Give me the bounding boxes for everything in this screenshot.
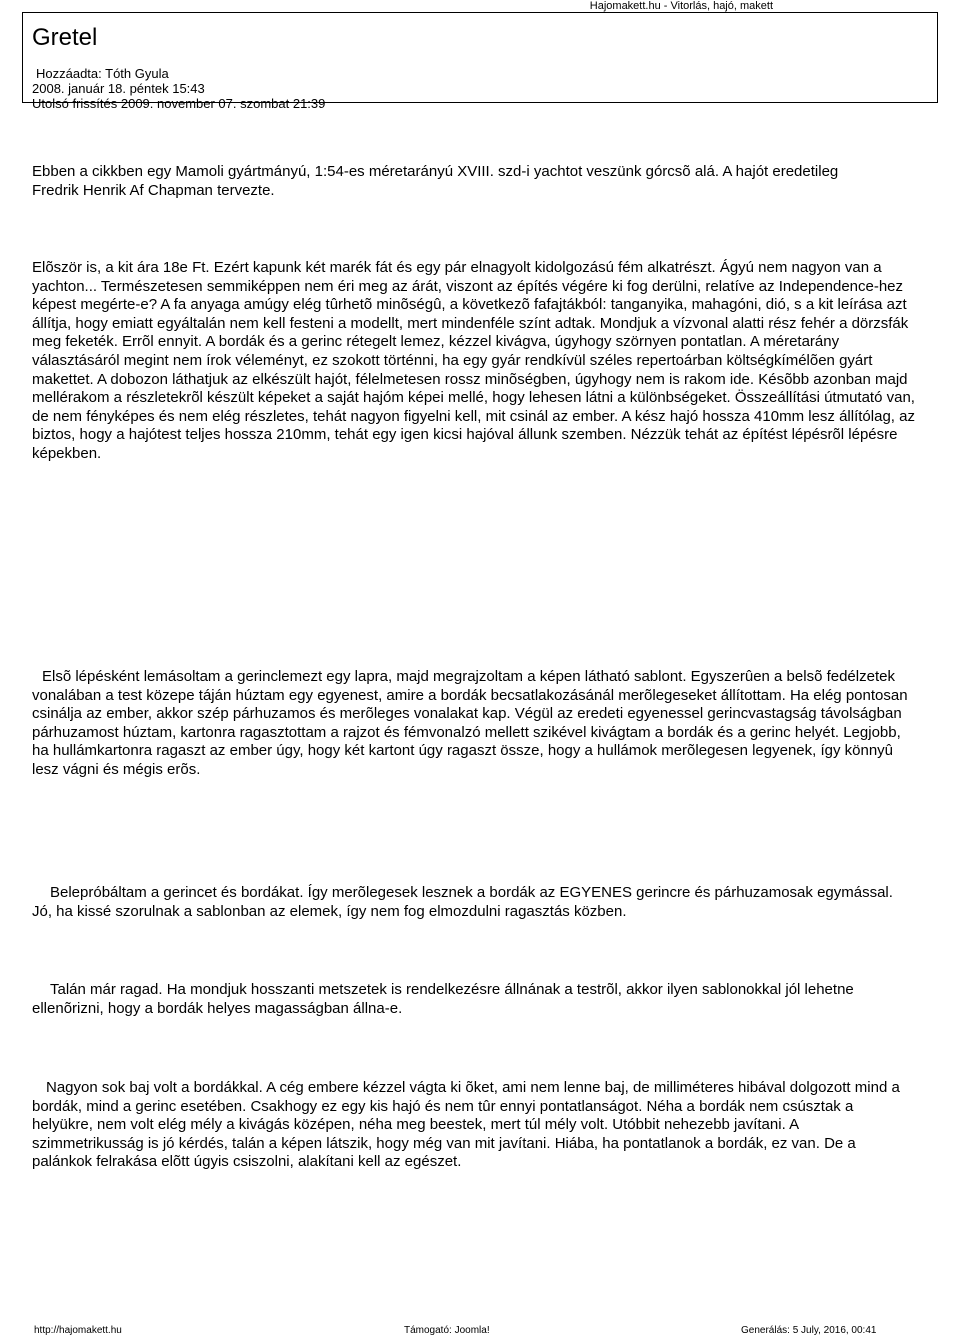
footer-support: Támogató: Joomla! — [404, 1325, 490, 1336]
site-header: Hajomakett.hu - Vitorlás, hajó, makett — [589, 0, 773, 12]
paragraph-fitting: Belepróbáltam a gerincet és bordákat. Így merõlegesek lesznek a bordák az EGYENES gerincre és párhuzamosak egymással. Jó, ha kissé szorulnak a sablonban az elemek, így nem fog elmozdulni ragasztás közben. — [32, 884, 893, 920]
footer-generated: Generálás: 5 July, 2016, 00:41 — [741, 1325, 877, 1336]
paragraph-kit: Elõször is, a kit ára 18e Ft. Ezért kapunk két marék fát és egy pár elnagyolt kidolgozású fém alkatrészt. Ágyú nem nagyon van a yachton... Természetesen semmiképpen nem éri meg az árát, viszont az építés végére ki fog derülni, relatíve az Independence-hez képest megérte-e? A fa anyaga amúgy elég tûrhetõ minõségû, a következõ fafajtákból: tanganyika, mahagóni, dió, s a kit leírása azt állítja, hogy emiatt egyáltalán nem kell festeni a modellt, mert mindenféle színt adtak. Mondjuk a vízvonal alatti rész fehér a dörzsfák meg feketék. Errõl ennyit. A bordák és a gerinc rétegelt lemez, kézzel kivágva, úgyhogy szörnyen pontatlan. A méretarány választásáról megint nem írok véleményt, ez szokott történni, ha egy gyár rendkívül széles repertoárban költségkímélõen gyárt makettet. A dobozon láthatjuk az elkészült hajót, félelmetesen rossz minõségben, úgyhogy nem is rakom ide. Késõbb azonban majd mellérakom a részletekrõl készült képeket a saját hajóm képei mellé, hogy lehesen látni a különbségeket. Összeállítási útmutató van, de nem fényképes és nem elég részletes, tehát nagyon figyelni kell, mit csinál az ember. A kész hajó hossza 410mm lesz állítólag, az biztos, hogy a hajótest teljes hossza 210mm, tehát egy igen kicsi hajóval állunk szemben. Nézzük tehát az építést lépésrõl lépésre képekben. — [32, 259, 915, 462]
author-line: Hozzáadta: Tóth Gyula — [36, 66, 169, 81]
updated-date: Utolsó frissítés 2009. november 07. szombat 21:39 — [32, 96, 326, 111]
footer-link[interactable]: http://hajomakett.hu — [34, 1325, 122, 1336]
article-title: Gretel — [32, 24, 98, 51]
paragraph-template: Elsõ lépésként lemásoltam a gerinclemezt egy lapra, majd megrajzoltam a képen látható sablont. Egyszerûen a belsõ fedélzetek vonalában a test közepe táján húztam egy egyenest, amire a bordák becsatlakozásánál merõlegeseket állítottam. Ha elég pontosan csinálja az ember, akkor szép párhuzamos és merõleges vonalakat kap. Végül az eredeti egyenessel gerincvastagság távolságban párhuzamost húztam, kartonra ragasztottam a rajzot és fémvonalzó mellett szikével kivágtam a bordák és a gerinc helyét. Legjobb, ha hullámkartonra ragaszt az ember úgy, hogy két kartont úgy ragaszt össze, hogy a hullámok merõlegesen legyenek, így könnyû lesz vágni és mégis erõs. — [32, 668, 908, 778]
paragraph-gluing: Talán már ragad. Ha mondjuk hosszanti metszetek is rendelkezésre állnának a testrõl, akkor ilyen sablonokkal jól lehetne ellenõrizni, hogy a bordák helyes magasságban állna-e. — [32, 981, 854, 1017]
paragraph-intro: Ebben a cikkben egy Mamoli gyártmányú, 1:54-es méretarányú XVIII. szd-i yachtot veszünk górcsõ alá. A hajót eredetileg Fredrik Henrik Af Chapman tervezte. — [32, 163, 839, 199]
paragraph-frames: Nagyon sok baj volt a bordákkal. A cég embere kézzel vágta ki õket, ami nem lenne baj, de milliméteres hibával dolgozott mind a bordák, mind a gerinc esetében. Csakhogy ez egy kis hajó és nem tûr ennyi pontatlanságot. Néha a bordák nem csúsztak a helyükre, nem volt elég mély a kivágás középen, néha meg beestek, mert túl mély volt. Utóbbit nehezebb javítani. A szimmetrikusság is jó kérdés, talán a képen látszik, hogy még van mit javítani. Hiába, ha pontatlanok a bordák, ez van. De a palánkok felrakása elõtt úgyis csiszolni, alakítani kell az egészet. — [32, 1079, 900, 1171]
created-date: 2008. január 18. péntek 15:43 — [32, 81, 205, 96]
